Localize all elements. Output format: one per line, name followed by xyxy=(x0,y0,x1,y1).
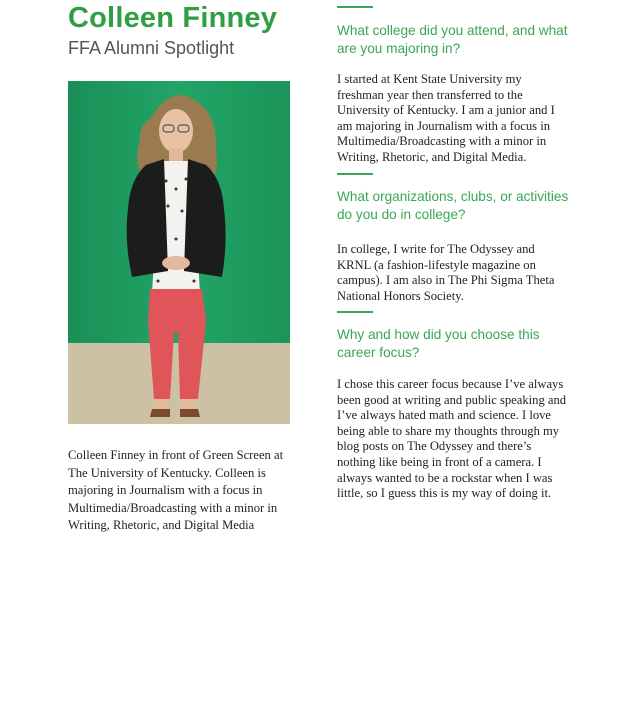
page-title: Colleen Finney xyxy=(68,2,278,34)
question-3: Why and how did you choose this career focus? xyxy=(337,327,540,360)
answer-2: In college, I write for The Odyssey and KRNL (a fashion-lifestyle magazine on campus). I am also in The Phi Sigma Theta National Honors Society. xyxy=(337,242,555,303)
answer-1: I started at Kent State University my freshman year then transferred to the University of Kentucky. I am a junior and I am majoring in Journalism with a focus in Multimedia/Broadcasting with a minor in Writing, Rhetoric, and Digital Media. xyxy=(337,72,555,164)
profile-photo xyxy=(68,81,290,424)
section-divider xyxy=(337,173,373,175)
photo-caption: Colleen Finney in front of Green Screen at The University of Kentucky. Colleen is majoring in Journalism with a focus in Multimedia/Broadcasting with a minor in Writing, Rhetoric, and Digital Media xyxy=(68,448,284,533)
question-2: What organizations, clubs, or activities do you do in college? xyxy=(337,189,569,222)
question-1: What college did you attend, and what are you majoring in? xyxy=(337,23,568,56)
section-divider xyxy=(337,311,373,313)
answer-3: I chose this career focus because I’ve always been good at writing and public speaking and I’ve always hated math and science. I love being able to share my thoughts through my blog posts on The Odyssey and there’s nothing like being in front of a camera. I always wanted to be a rockstar when I was little, so I guess this is my way of doing it. xyxy=(337,377,567,501)
section-divider xyxy=(337,6,373,8)
page-subtitle: FFA Alumni Spotlight xyxy=(68,38,235,58)
